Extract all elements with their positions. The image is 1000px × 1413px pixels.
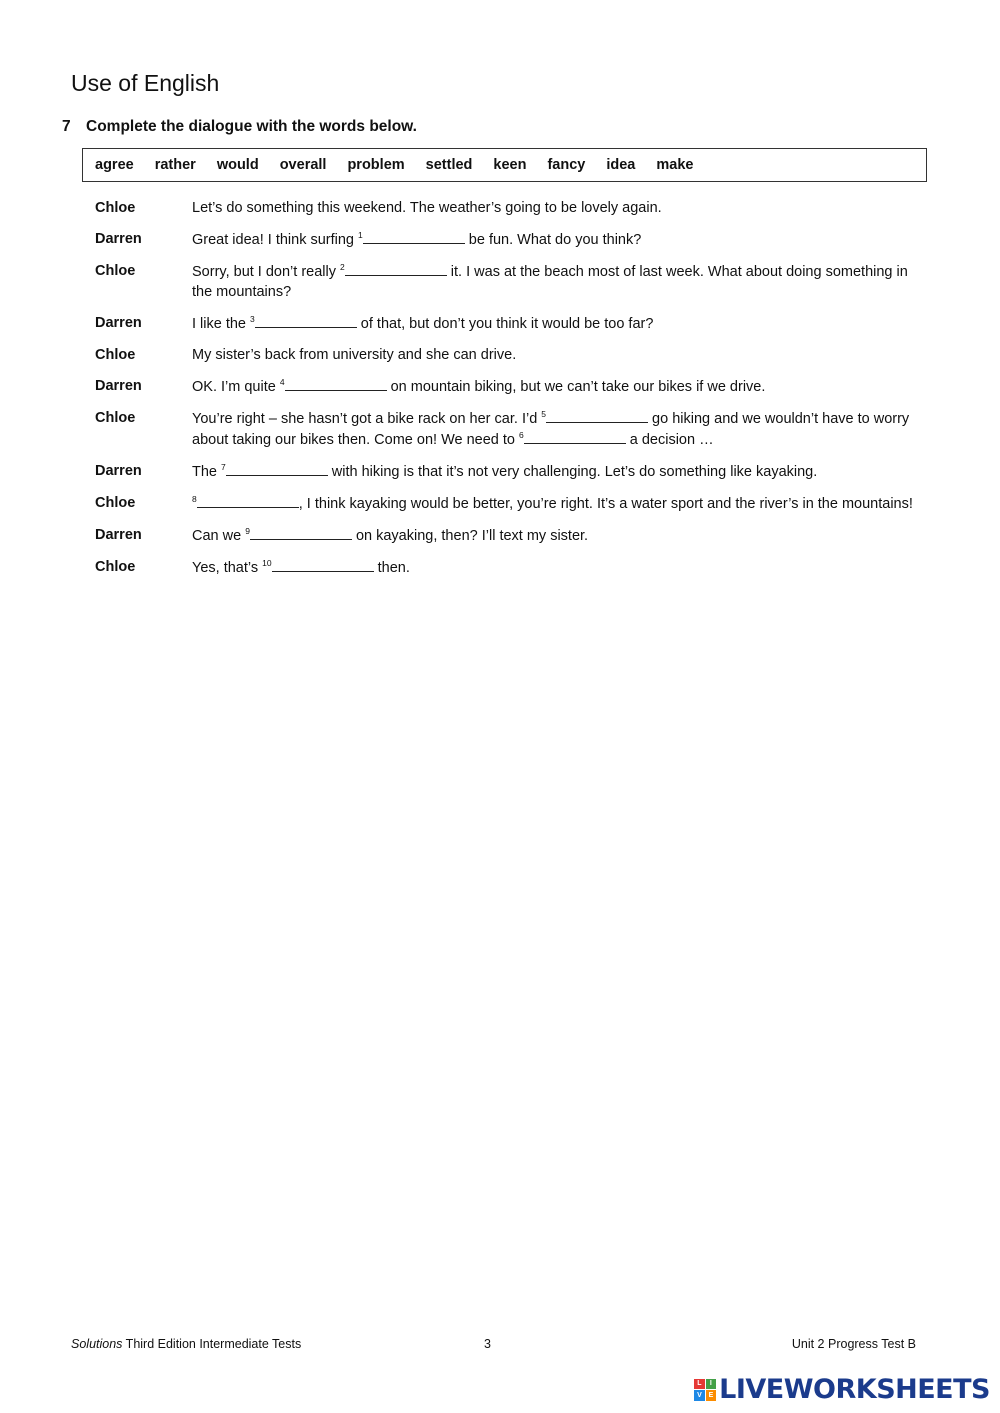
speaker: Darren bbox=[95, 315, 142, 331]
dialogue-line bbox=[95, 493, 915, 514]
footer-test-name: Unit 2 Progress Test B bbox=[791, 1337, 916, 1351]
brand-name: LIVEWORKSHEETS bbox=[719, 1374, 990, 1405]
speaker: Chloe bbox=[95, 495, 136, 511]
word-bank-item: make bbox=[656, 157, 694, 173]
answer-gap[interactable] bbox=[255, 313, 357, 328]
line-text: Can we $^9$ on kayaking, then? I’ll text my sister. bbox=[192, 526, 589, 544]
line-text: The $^7$ with hiking is that it’s not very challenging. Let’s do something like kayaking. bbox=[192, 462, 818, 480]
footer-book-title: Solutions Third Edition Intermediate Tests bbox=[71, 1337, 302, 1351]
dialogue bbox=[95, 198, 915, 589]
answer-gap[interactable] bbox=[363, 229, 465, 244]
line-text: I like the $^3$ of that, but don’t you think it would be too far? bbox=[192, 314, 654, 332]
speaker: Chloe bbox=[95, 200, 136, 216]
word-bank-item: idea bbox=[606, 157, 636, 173]
word-bank-item: agree bbox=[95, 157, 134, 173]
speaker: Darren bbox=[95, 231, 142, 247]
answer-gap[interactable] bbox=[285, 376, 387, 391]
speaker: Darren bbox=[95, 527, 142, 543]
task-instruction bbox=[62, 118, 417, 136]
gap-number: 4 bbox=[279, 377, 285, 387]
word-bank-item: keen bbox=[493, 157, 527, 173]
dialogue-line bbox=[95, 461, 915, 482]
word-bank-item: would bbox=[216, 157, 259, 173]
liveworksheets-icon: L I V E bbox=[694, 1379, 716, 1401]
dialogue-line bbox=[95, 408, 915, 450]
speaker: Darren bbox=[95, 463, 142, 479]
section-heading: Use of English bbox=[71, 70, 220, 96]
speaker: Darren bbox=[95, 378, 142, 394]
line-text: Yes, that’s $^{10}$ then. bbox=[192, 558, 410, 576]
speaker: Chloe bbox=[95, 347, 136, 363]
speaker: Chloe bbox=[95, 559, 136, 575]
footer-page-number: 3 bbox=[484, 1337, 491, 1351]
answer-gap[interactable] bbox=[272, 557, 374, 572]
line-text: You’re right – she hasn’t got a bike rack on her car. I’d $^5$ go hiking and we wouldn’t have to worry about taking our bikes then. Come on! We need to $^6$ a decision … bbox=[192, 409, 910, 448]
gap-number: 7 bbox=[221, 462, 226, 472]
word-bank-item: overall bbox=[279, 157, 327, 173]
dialogue-line bbox=[95, 261, 915, 302]
word-bank-item: fancy bbox=[547, 157, 586, 173]
gap-number: 5 bbox=[541, 409, 547, 419]
dialogue-line bbox=[95, 557, 915, 578]
speaker: Chloe bbox=[95, 410, 136, 426]
gap-number: 9 bbox=[245, 526, 250, 536]
word-bank-item: problem bbox=[347, 157, 405, 173]
gap-number: 2 bbox=[340, 262, 345, 272]
line-text: Sorry, but I don’t really $^2$ it. I was at the beach most of last week. What about doing something in the mountains? bbox=[192, 262, 908, 300]
line-text: Great idea! I think surfing $^1$ be fun. What do you think? bbox=[192, 230, 642, 248]
dialogue-line bbox=[95, 345, 915, 365]
dialogue-line bbox=[95, 376, 915, 397]
word-bank bbox=[82, 148, 927, 182]
answer-gap[interactable] bbox=[546, 408, 648, 423]
dialogue-line bbox=[95, 525, 915, 546]
answer-gap[interactable] bbox=[197, 493, 299, 508]
dialogue-line bbox=[95, 313, 915, 334]
task-text: Complete the dialogue with the words below. bbox=[86, 118, 417, 135]
line-text: OK. I’m quite $^4$ on mountain biking, but we can’t take our bikes if we drive. bbox=[192, 377, 766, 395]
liveworksheets-logo[interactable] bbox=[694, 1374, 990, 1405]
word-bank-item: rather bbox=[154, 157, 196, 173]
dialogue-line bbox=[95, 198, 915, 218]
page-footer bbox=[71, 1337, 916, 1351]
gap-number: 10 bbox=[262, 558, 272, 568]
line-text: My sister’s back from university and she can drive. bbox=[192, 347, 517, 363]
word-bank-item: settled bbox=[425, 157, 473, 173]
answer-gap[interactable] bbox=[226, 461, 328, 476]
task-number: 7 bbox=[62, 118, 71, 135]
gap-number: 8 bbox=[192, 494, 197, 504]
answer-gap[interactable] bbox=[345, 261, 447, 276]
answer-gap[interactable] bbox=[524, 429, 626, 444]
line-text: Let’s do something this weekend. The weather’s going to be lovely again. bbox=[192, 200, 662, 216]
line-text: $^8$ , I think kayaking would be better, you’re right. It’s a water sport and the river’s in the mountains! bbox=[192, 494, 913, 512]
gap-number: 1 bbox=[358, 230, 363, 240]
speaker: Chloe bbox=[95, 263, 136, 279]
dialogue-line bbox=[95, 229, 915, 250]
gap-number: 6 bbox=[519, 430, 524, 440]
gap-number: 3 bbox=[250, 314, 255, 324]
answer-gap[interactable] bbox=[250, 525, 352, 540]
